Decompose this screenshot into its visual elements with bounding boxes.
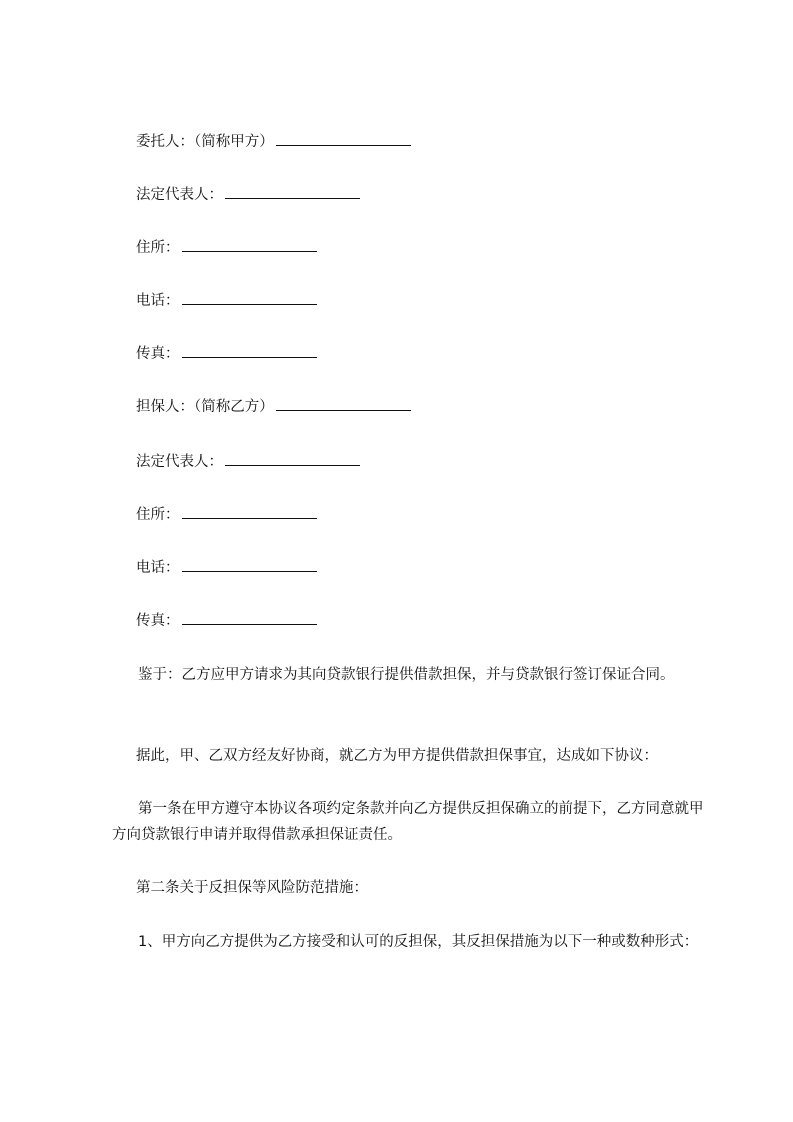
article-2-title: 第二条关于反担保等风险防范措施： xyxy=(136,880,368,896)
party-b-address-label: 住所： xyxy=(136,507,180,523)
party-a-legal-rep-blank xyxy=(225,184,360,199)
party-a-phone-label: 电话： xyxy=(136,293,180,309)
party-a-address-label: 住所： xyxy=(136,240,180,256)
item-1-paragraph: 1、甲方向乙方提供为乙方接受和认可的反担保，其反担保措施为以下一种或数种形式： xyxy=(138,934,699,950)
party-a-address-blank xyxy=(182,237,317,252)
guarantor-line xyxy=(136,394,411,420)
party-b-address-blank xyxy=(182,504,317,519)
party-a-legal-rep-line xyxy=(136,182,360,208)
party-b-address-line xyxy=(136,502,317,528)
party-b-legal-rep-line xyxy=(136,449,360,475)
party-b-fax-label: 传真： xyxy=(136,613,180,629)
party-a-fax-label: 传真： xyxy=(136,346,180,362)
guarantor-blank xyxy=(276,396,411,411)
party-b-phone-blank xyxy=(182,557,317,572)
principal-blank xyxy=(276,131,411,146)
party-a-fax-line xyxy=(136,341,317,367)
party-a-fax-blank xyxy=(182,343,317,358)
party-a-phone-blank xyxy=(182,290,317,305)
whereas-paragraph: 鉴于：乙方应甲方请求为其向贷款银行提供借款担保，并与贷款银行签订保证合同。 xyxy=(138,667,675,683)
principal-label: 委托人：（简称甲方） xyxy=(136,134,274,150)
party-b-fax-line xyxy=(136,608,317,634)
party-b-legal-rep-blank xyxy=(225,451,360,466)
party-b-phone-label: 电话： xyxy=(136,560,180,576)
guarantor-label: 担保人：（简称乙方） xyxy=(136,399,274,415)
party-a-legal-rep-label: 法定代表人： xyxy=(136,187,223,203)
article-1-paragraph: 第一条在甲方遵守本协议各项约定条款并向乙方提供反担保确立的前提下，乙方同意就甲方向贷款银行申请并取得借款承担保证责任。 xyxy=(112,801,704,843)
party-a-phone-line xyxy=(136,288,317,314)
principal-line xyxy=(136,129,411,155)
party-b-legal-rep-label: 法定代表人： xyxy=(136,454,223,470)
hereby-paragraph: 据此，甲、乙双方经友好协商，就乙方为甲方提供借款担保事宜，达成如下协议： xyxy=(136,748,658,764)
party-b-fax-blank xyxy=(182,610,317,625)
party-a-address-line xyxy=(136,235,317,261)
party-b-phone-line xyxy=(136,555,317,581)
